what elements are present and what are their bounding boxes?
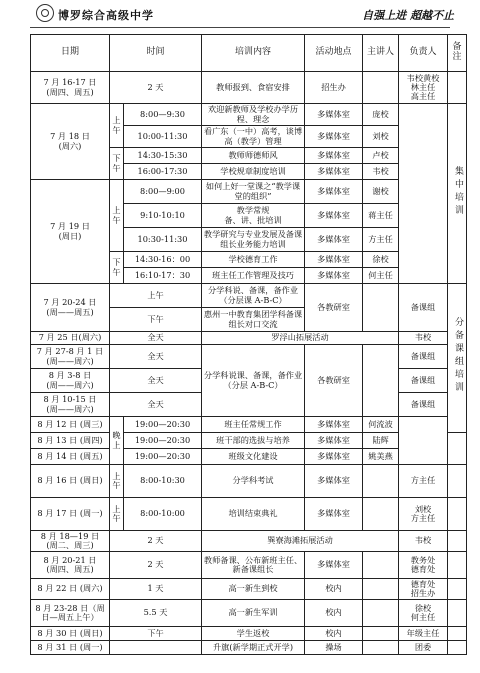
remark-cell [448, 579, 467, 600]
date-cell: 7 月 16-17 日 (周四、周五) [31, 72, 110, 104]
speaker-cell [363, 465, 399, 498]
content-cell: 教师师德师风 [202, 148, 305, 164]
table-row [31, 417, 467, 433]
place-cell: 多媒体室 [305, 228, 363, 252]
time-cell: 19:00—20:30 [124, 449, 202, 465]
content-cell: 班级文化建设 [202, 449, 305, 465]
content-cell: 分学科考试 [202, 465, 305, 498]
content-cell: 高一新生到校 [202, 579, 305, 600]
time-cell: 14:30-16：00 [124, 252, 202, 268]
speaker-cell: 何主任 [363, 268, 399, 284]
speaker-cell [363, 284, 399, 332]
header-remark: 备注 [448, 35, 467, 72]
time-cell: 1 天 [110, 579, 202, 600]
remark-cell [448, 72, 467, 104]
place-cell: 多媒体室 [305, 498, 363, 531]
responsible-cell: 刘校 方主任 [399, 498, 448, 531]
place-cell: 多媒体室 [305, 552, 363, 579]
place-cell: 多媒体室 [305, 417, 363, 433]
date-cell: 7 月 25 日(周六) [31, 332, 110, 345]
place-cell: 校内 [305, 579, 363, 600]
content-cell: 班主任常规工作 [202, 417, 305, 433]
remark-split-training: 分备课组培训 [448, 284, 467, 433]
table-row [31, 465, 467, 498]
time-cell: 10:30-11:30 [124, 228, 202, 252]
header-content: 培训内容 [202, 35, 305, 72]
remark-cell [448, 465, 467, 498]
time-cell: 下午 [110, 308, 202, 332]
school-name: 博罗综合高级中学 [58, 9, 154, 22]
responsible-cell: 教务处 德育处 [399, 552, 448, 579]
speaker-cell: 陆辉 [363, 433, 399, 449]
time-cell: 5.5 天 [110, 600, 202, 627]
speaker-cell [363, 579, 399, 600]
place-cell: 多媒体室 [305, 433, 363, 449]
content-cell: 升旗(新学期正式开学) [202, 641, 305, 655]
table-row [31, 627, 467, 641]
date-cell: 8 月 17 日 (周一) [31, 498, 110, 531]
responsible-cell: 徐校 何主任 [399, 600, 448, 627]
header-date: 日期 [31, 35, 110, 72]
content-cell: 看广东（一中）高考，谈博高（教学）管理 [202, 126, 305, 148]
time-cell: 下午 [110, 627, 202, 641]
period-cell: 上 午 [110, 465, 124, 498]
table-row [31, 104, 467, 126]
speaker-cell [363, 72, 399, 104]
speaker-cell: 徐校 [363, 252, 399, 268]
table-row [31, 641, 467, 655]
speaker-cell [363, 627, 399, 641]
content-cell: 班干部的选拔与培养 [202, 433, 305, 449]
speaker-cell: 姚美燕 [363, 449, 399, 465]
date-cell: 8 月 20-21 日 (周四、周五) [31, 552, 110, 579]
date-cell: 8 月 14 日 (周五) [31, 449, 110, 465]
content-cell: 学校德育工作 [202, 252, 305, 268]
time-cell: 上午 [110, 284, 202, 308]
time-cell: 9:10-10:10 [124, 204, 202, 228]
date-cell: 7 月 18 日 (周六) [31, 104, 110, 180]
table-row [31, 72, 467, 104]
content-cell: 分学科说课、备课，备作业（分层 A-B-C） [202, 345, 305, 417]
table-row [31, 579, 467, 600]
period-cell: 下 午 [110, 252, 124, 284]
time-cell: 8:00-10:30 [124, 465, 202, 498]
remark-centralized-training: 集中培训 [448, 104, 467, 284]
time-cell: 16:10-17：30 [124, 268, 202, 284]
place-cell: 多媒体室 [305, 449, 363, 465]
content-cell: 欢迎新教师及学校办学历程、理念 [202, 104, 305, 126]
speaker-cell [363, 498, 399, 531]
table-header-row [31, 35, 467, 72]
time-cell: 19:00—20:30 [124, 417, 202, 433]
place-cell: 多媒体室 [305, 204, 363, 228]
time-cell: 14:30-15:30 [124, 148, 202, 164]
table-row [31, 345, 467, 369]
time-cell: 全天 [110, 332, 202, 345]
content-cell: 高一新生军训 [202, 600, 305, 627]
table-row [31, 531, 467, 552]
place-cell: 多媒体室 [305, 268, 363, 284]
content-cell: 学生返校 [202, 627, 305, 641]
place-cell: 招生办 [305, 72, 363, 104]
content-cell: 分学科说、备课，备作业（分层课 A-B-C） [202, 284, 305, 308]
responsible-cell: 备课组 [399, 345, 448, 369]
time-cell: 8:00—9:30 [124, 104, 202, 126]
time-cell: 8:00-10:00 [124, 498, 202, 531]
date-cell: 8 月 31 日 (周一) [31, 641, 110, 655]
table-row [31, 284, 467, 308]
training-schedule-table [30, 34, 467, 655]
place-cell: 多媒体室 [305, 252, 363, 268]
date-cell: 8 月 12 日 (周三) [31, 417, 110, 433]
place-cell: 各教研室 [305, 345, 363, 417]
remark-cell [448, 498, 467, 531]
date-cell: 8 月 18—19 日 (周二、周三) [31, 531, 110, 552]
speaker-cell: 卢校 [363, 148, 399, 164]
place-cell: 校内 [305, 600, 363, 627]
content-cell: 教学常规 备、讲、批培训 [202, 204, 305, 228]
header-time: 时间 [110, 35, 202, 72]
responsible-cell: 备课组 [399, 369, 448, 393]
speaker-cell [363, 552, 399, 579]
time-cell: 全天 [110, 345, 202, 369]
content-cell: 惠州一中教育集团学科备课组长对口交流 [202, 308, 305, 332]
speaker-cell: 韦校 [363, 164, 399, 180]
table-row [31, 600, 467, 627]
school-motto: 自强上进 超越不止 [362, 9, 454, 22]
place-cell: 多媒体室 [305, 164, 363, 180]
content-cell: 教师报到、食宿安排 [202, 72, 305, 104]
table-row [31, 552, 467, 579]
time-cell [110, 641, 202, 655]
period-cell: 上 午 [110, 498, 124, 531]
speaker-cell [363, 345, 399, 417]
responsible-cell: 方主任 [399, 465, 448, 498]
remark-cell [448, 552, 467, 579]
period-cell: 上 午 [110, 180, 124, 252]
responsible-cell: 备课组 [399, 284, 448, 332]
speaker-cell: 方主任 [363, 228, 399, 252]
time-cell: 8:00—9:00 [124, 180, 202, 204]
date-cell: 7 月 19 日 (周日) [31, 180, 110, 284]
speaker-cell: 谢校 [363, 180, 399, 204]
time-cell: 10:00-11:30 [124, 126, 202, 148]
date-cell: 8 月 13 日 (周四) [31, 433, 110, 449]
responsible-cell [399, 104, 448, 284]
header-speaker: 主讲人 [363, 35, 399, 72]
speaker-cell: 刘校 [363, 126, 399, 148]
period-cell: 下 午 [110, 148, 124, 180]
period-cell: 晚 上 [110, 417, 124, 465]
place-cell: 各教研室 [305, 284, 363, 332]
speaker-cell: 蒋主任 [363, 204, 399, 228]
place-cell: 校内 [305, 627, 363, 641]
time-cell: 2 天 [110, 552, 202, 579]
speaker-cell: 庞校 [363, 104, 399, 126]
header-responsible: 负责人 [399, 35, 448, 72]
date-cell: 8 月 3-8 日 (周——周六) [31, 369, 110, 393]
place-cell: 多媒体室 [305, 180, 363, 204]
place-cell: 多媒体室 [305, 104, 363, 126]
date-cell: 7 月 20-24 日 (周——周五) [31, 284, 110, 332]
header-divider [30, 27, 450, 28]
date-cell: 8 月 10-15 日 (周——周六) [31, 393, 110, 417]
responsible-cell: 韦校黄校 林主任 高主任 [399, 72, 448, 104]
time-cell: 全天 [110, 393, 202, 417]
time-cell: 2 天 [110, 531, 202, 552]
content-cell: 如何上好一堂课之“教学课堂的组织” [202, 180, 305, 204]
responsible-cell: 韦校 [399, 531, 448, 552]
content-cell: 班主任工作管理及技巧 [202, 268, 305, 284]
speaker-cell [363, 600, 399, 627]
date-cell: 8 月 22 日 (周六) [31, 579, 110, 600]
date-cell: 7 月 27-8 月 1 日 (周——周六) [31, 345, 110, 369]
table-row [31, 498, 467, 531]
content-cell: 教学研究与专业发展及备课组长业务能力培训 [202, 228, 305, 252]
place-cell: 多媒体室 [305, 148, 363, 164]
date-cell: 8 月 30 日 (周日) [31, 627, 110, 641]
remark-cell [448, 641, 467, 655]
speaker-cell [363, 641, 399, 655]
speaker-cell: 何流波 [363, 417, 399, 433]
content-cell: 罗浮山拓展活动 [202, 332, 399, 345]
responsible-cell [399, 417, 448, 465]
responsible-cell: 团委 [399, 641, 448, 655]
date-cell: 8 月 23-28 日（周日—周五上午） [31, 600, 110, 627]
page-header [0, 0, 480, 30]
responsible-cell: 韦校 [399, 332, 448, 345]
place-cell: 操场 [305, 641, 363, 655]
remark-cell [448, 627, 467, 641]
date-cell: 8 月 16 日 (周日) [31, 465, 110, 498]
responsible-cell: 备课组 [399, 393, 448, 417]
time-cell: 2 天 [110, 72, 202, 104]
content-cell: 教师备课、公布新班主任、新备课组长 [202, 552, 305, 579]
responsible-cell: 德育处 招生办 [399, 579, 448, 600]
content-cell: 培训结束典礼 [202, 498, 305, 531]
header-place: 活动地点 [305, 35, 363, 72]
remark-cell [448, 531, 467, 552]
content-cell: 学校规章制度培训 [202, 164, 305, 180]
place-cell: 多媒体室 [305, 465, 363, 498]
content-cell: 巽寮海滩拓展活动 [202, 531, 399, 552]
remark-cell [448, 600, 467, 627]
period-cell: 上 午 [110, 104, 124, 148]
school-logo-icon [36, 4, 54, 22]
time-cell: 19:00—20:30 [124, 433, 202, 449]
table-row [31, 332, 467, 345]
time-cell: 全天 [110, 369, 202, 393]
responsible-cell: 年级主任 [399, 627, 448, 641]
time-cell: 16:00-17:30 [124, 164, 202, 180]
place-cell: 多媒体室 [305, 126, 363, 148]
